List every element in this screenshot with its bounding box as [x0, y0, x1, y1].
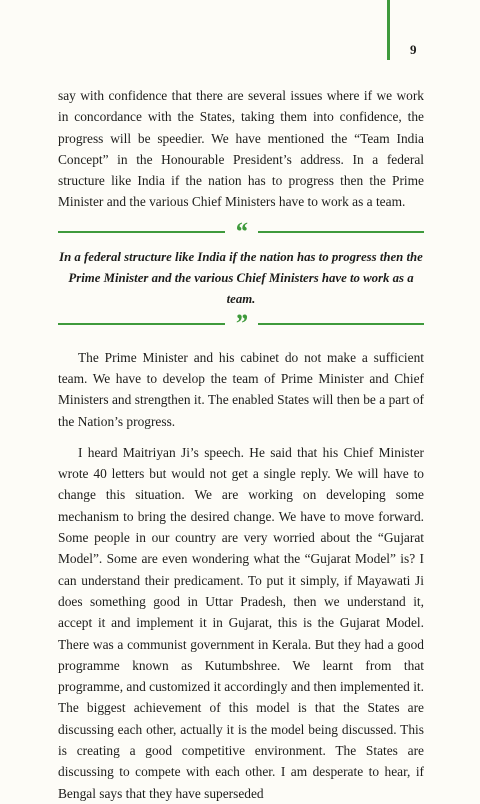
rule-line-right — [258, 323, 425, 325]
paragraph-gap — [58, 432, 424, 442]
open-quote-mark-icon: “ — [234, 216, 248, 246]
paragraph-1: say with confidence that there are several issues where if we work in concordance with the States, taking them into confidence, the progress will be speedier. We have mentioned the “Team India Concept” in the Honourable President’s address. In a federal structure like India if the nation has to progress then the Prime Minister and the various Chief Ministers have to work as a team. — [58, 88, 424, 210]
pull-quote — [58, 216, 424, 338]
page-body — [58, 85, 424, 804]
close-quote-mark-icon: ” — [234, 308, 248, 338]
rule-line-left — [58, 323, 225, 325]
pull-quote-text: In a federal structure like India if the nation has to progress then the Prime Minister and the various Chief Ministers have to work as a team. — [59, 249, 423, 307]
margin-accent-bar — [387, 0, 390, 60]
paragraph-3: I heard Maitriyan Ji’s speech. He said that his Chief Minister wrote 40 letters but would not get a single reply. We will have to change this situation. We are working on developing some mechanism to bring the desired change. We have to move forward. Some people in our country are very worried about the “Gujarat Model”. Some are even wondering what the “Gujarat Model” is? I can understand their predicament. To put it simply, if Mayawati Ji does something good in Uttar Pradesh, then we understand it, accept it and implement it in Gujarat, this is the Gujarat Model. There was a communist government in Kerala. But they had a good programme known as Kutumbshree. We learnt from that programme, and customized it accordingly and then implemented it. The biggest achievement of this model is that the States are discussing each other, actually it is the model being discussed. This is creating a good competitive environment. The States are discussing to compete with each other. I am desperate to hear, if Bengal says that they have superseded — [58, 444, 424, 801]
paragraph-2: The Prime Minister and his cabinet do not make a sufficient team. We have to develop the team of Prime Minister and Chief Ministers and strengthen it. The enabled States will then be a part of the Nation’s progress. — [58, 349, 424, 429]
rule-line-left — [58, 231, 225, 233]
pull-quote-top-rule — [58, 216, 424, 246]
rule-line-right — [258, 231, 425, 233]
pull-quote-bottom-rule — [58, 308, 424, 338]
page-number: 9 — [410, 42, 417, 57]
